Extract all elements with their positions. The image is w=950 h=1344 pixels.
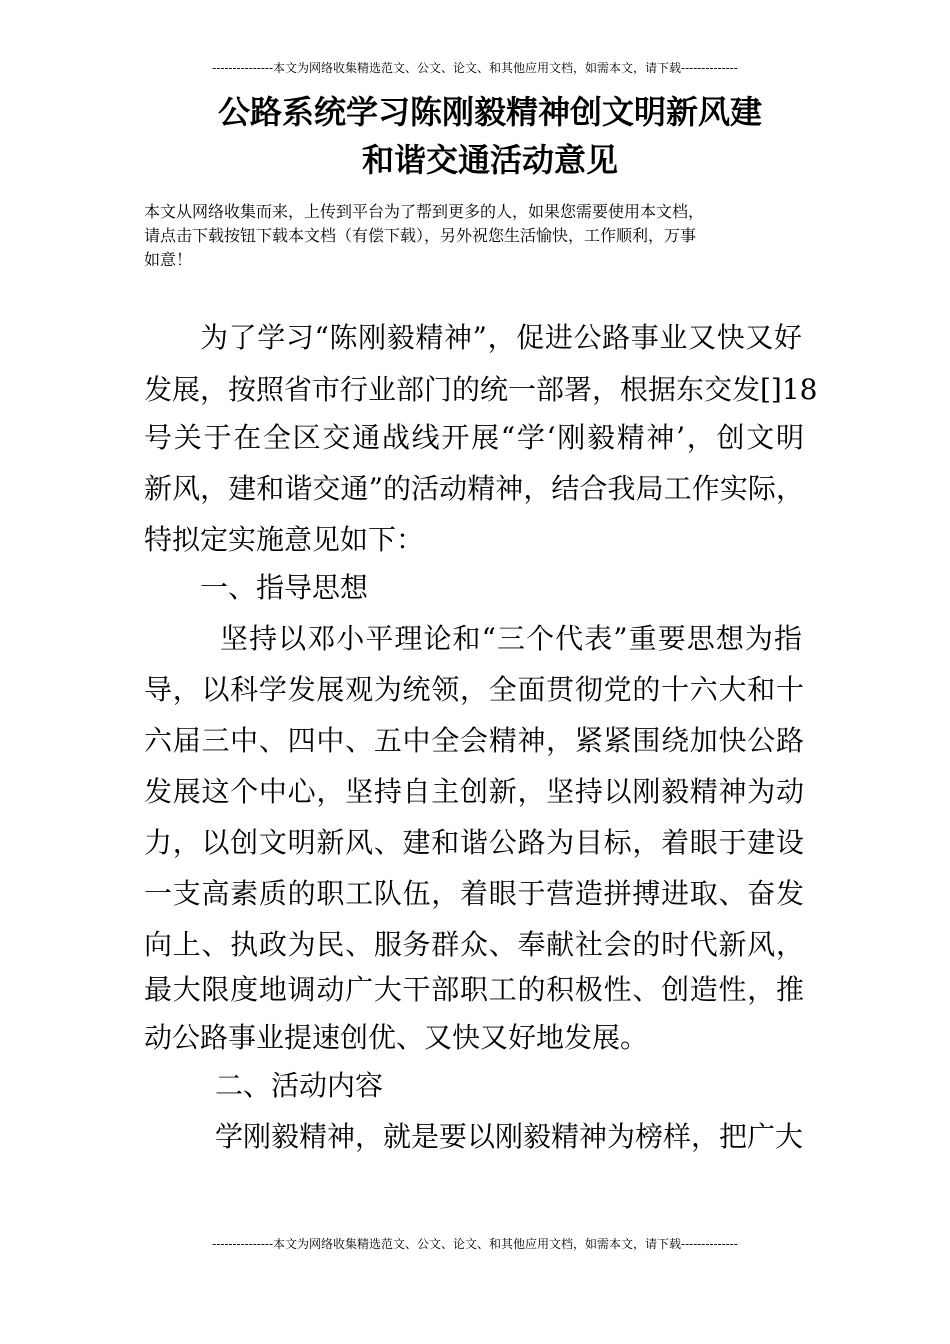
download-notice-line-2: 请点击下载按钮下载本文档（有偿下载），另外祝您生活愉快，工作顺利，万事: [144, 226, 697, 245]
body-line-10: 发展这个中心，坚持自主创新，坚持以刚毅精神为动: [144, 775, 804, 808]
body-line-8: 导，以科学发展观为统领，全面贯彻党的十六大和十: [144, 673, 804, 706]
download-notice-line-1: 本文从网络收集而来，上传到平台为了帮到更多的人，如果您需要使用本文档，: [144, 202, 705, 221]
body-line-14: 最大限度地调动广大干部职工的积极性、创造性，推: [144, 973, 804, 1006]
body-line-12: 一支高素质的职工队伍，着眼于营造拼搏进取、奋发: [144, 877, 804, 910]
body-line-11: 力，以创文明新风、建和谐公路为目标，着眼于建设: [144, 826, 804, 859]
footer-banner: ---------------本文为网络收集精选范文、公文、论文、和其他应用文档，如需本文，请下载--------------: [212, 1237, 738, 1251]
body-line-7: 坚持以邓小平理论和“三个代表”重要思想为指: [220, 622, 802, 655]
section-heading-2: 二、活动内容: [215, 1069, 384, 1102]
body-line-9: 六届三中、四中、五中全会精神，紧紧围绕加快公路: [144, 724, 804, 757]
body-line-15: 动公路事业提速创优、又快又好地发展。: [144, 1021, 649, 1054]
document-title-line-1: 公路系统学习陈刚毅精神创文明新风建: [217, 93, 762, 131]
body-line-3: 号关于在全区交通战线开展“学‘刚毅精神’，创文明: [144, 421, 804, 454]
header-banner: ---------------本文为网络收集精选范文、公文、论文、和其他应用文档，如需本文，请下载--------------: [212, 61, 738, 75]
body-line-5: 特拟定实施意见如下：: [144, 523, 425, 556]
body-line-17: 学刚毅精神，就是要以刚毅精神为榜样，把广大: [215, 1120, 804, 1153]
body-line-1: 为了学习“陈刚毅精神”，促进公路事业又快又好: [200, 321, 802, 354]
body-line-13: 向上、执政为民、服务群众、奉献社会的时代新风，: [144, 928, 804, 961]
body-line-4: 新风，建和谐交通”的活动精神，结合我局工作实际，: [144, 472, 804, 505]
download-notice-line-3: 如意！: [144, 250, 193, 269]
section-heading-1: 一、指导思想: [200, 571, 369, 604]
body-line-2: 发展，按照省市行业部门的统一部署，根据东交发[]18: [144, 373, 818, 406]
document-title-line-2: 和谐交通活动意见: [361, 141, 618, 179]
